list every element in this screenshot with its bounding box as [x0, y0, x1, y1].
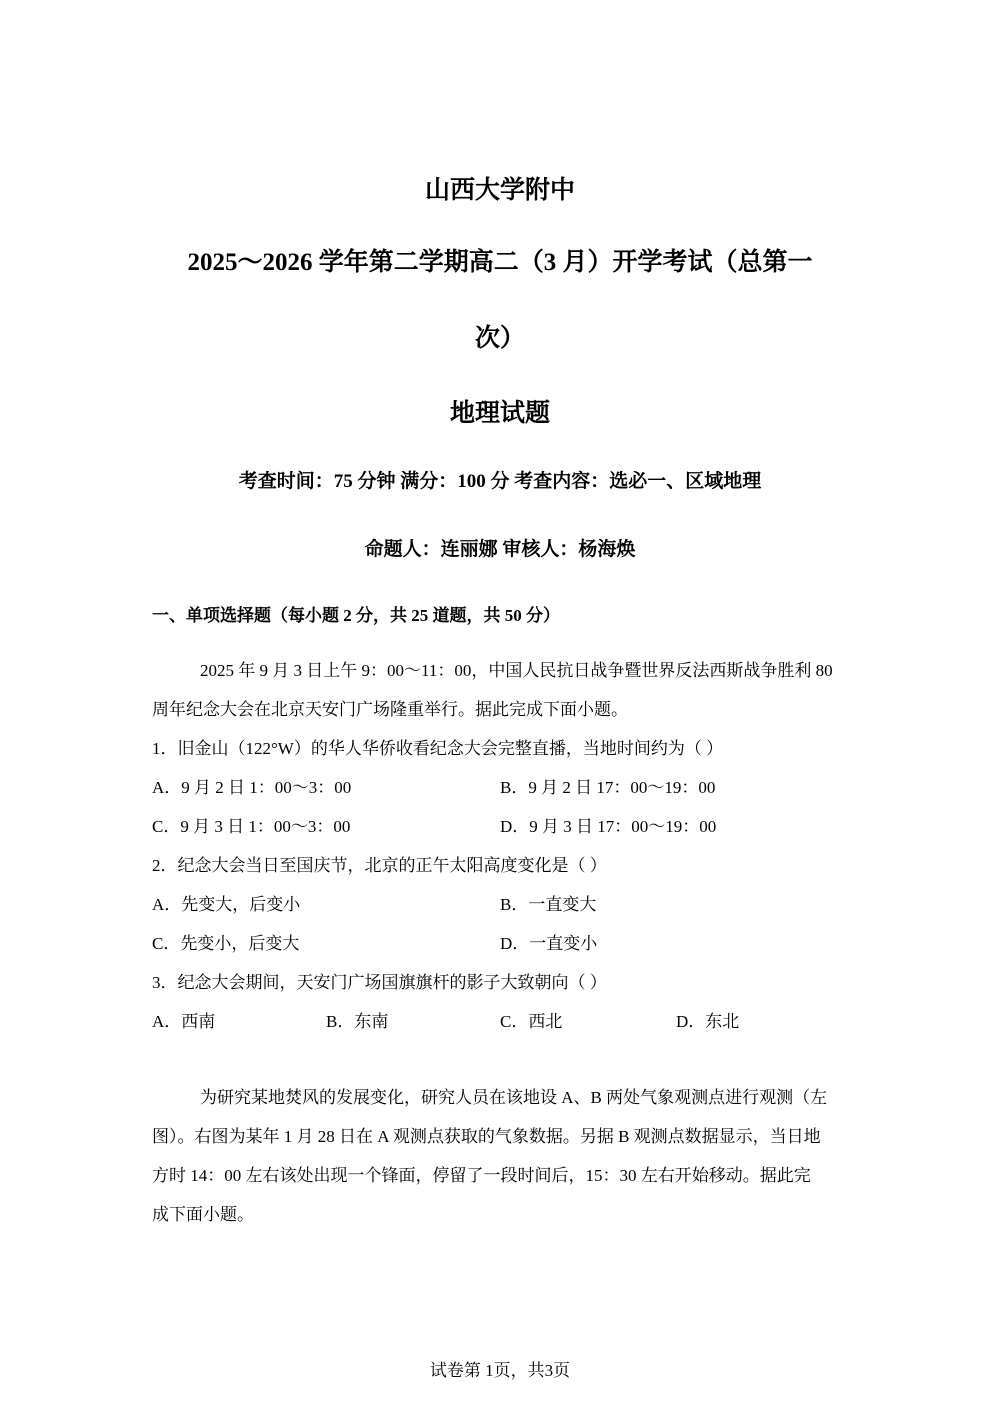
- exam-authors: 命题人：连丽娜 审核人：杨海焕: [364, 539, 636, 560]
- question-2-option-d: D．一直变小: [500, 934, 598, 953]
- question-2-option-c: C．先变小，后变大: [152, 934, 300, 953]
- question-1-option-a: A．9 月 2 日 1：00～3：00: [152, 778, 352, 797]
- question-3-option-d: D．东北: [676, 1012, 740, 1031]
- passage2-line3: 方时 14：00 左右该处出现一个锋面，停留了一段时间后，15：30 左右开始移动。据此完: [152, 1166, 811, 1185]
- exam-info: 考查时间：75 分钟 满分：100 分 考查内容：选必一、区域地理: [238, 471, 762, 492]
- question-1-option-d: D．9 月 3 日 17：00～19：00: [500, 817, 717, 836]
- question-2-option-b: B．一直变大: [500, 895, 597, 914]
- question-3-option-b: B．东南: [326, 1012, 389, 1031]
- passage2-line2: 图）。右图为某年 1 月 28 日在 A 观测点获取的气象数据。另据 B 观测点数据显示，当日地: [152, 1127, 821, 1146]
- question-3-option-a: A．西南: [152, 1012, 216, 1031]
- question-3-stem: 3．纪念大会期间，天安门广场国旗旗杆的影子大致朝向（ ）: [152, 973, 607, 992]
- school-name: 山西大学附中: [424, 177, 575, 204]
- section-heading: 一、单项选择题（每小题 2 分，共 25 道题，共 50 分）: [152, 606, 560, 625]
- question-2-option-a: A．先变大，后变小: [152, 895, 301, 914]
- exam-title-line1: 2025～2026 学年第二学期高二（3 月）开学考试（总第一: [187, 249, 813, 276]
- passage2-line1: 为研究某地焚风的发展变化，研究人员在该地设 A、B 两处气象观测点进行观测（左: [200, 1088, 828, 1107]
- exam-title-line2: 次）: [474, 325, 525, 352]
- passage2-line4: 成下面小题。: [152, 1205, 254, 1224]
- page-footer: 试卷第 1页，共3页: [429, 1361, 571, 1380]
- subject-title: 地理试题: [449, 400, 550, 427]
- question-1-option-b: B．9 月 2 日 17：00～19：00: [500, 778, 716, 797]
- passage1-line1: 2025 年 9 月 3 日上午 9：00～11：00，中国人民抗日战争暨世界反法西斯战争胜利 80: [200, 661, 833, 680]
- question-3-option-c: C．西北: [500, 1012, 563, 1031]
- passage1-line2: 周年纪念大会在北京天安门广场隆重举行。据此完成下面小题。: [152, 700, 628, 719]
- question-1-option-c: C．9 月 3 日 1：00～3：00: [152, 817, 351, 836]
- question-1-stem: 1．旧金山（122°W）的华人华侨收看纪念大会完整直播，当地时间约为（ ）: [152, 739, 724, 758]
- question-2-stem: 2．纪念大会当日至国庆节，北京的正午太阳高度变化是（ ）: [152, 856, 607, 875]
